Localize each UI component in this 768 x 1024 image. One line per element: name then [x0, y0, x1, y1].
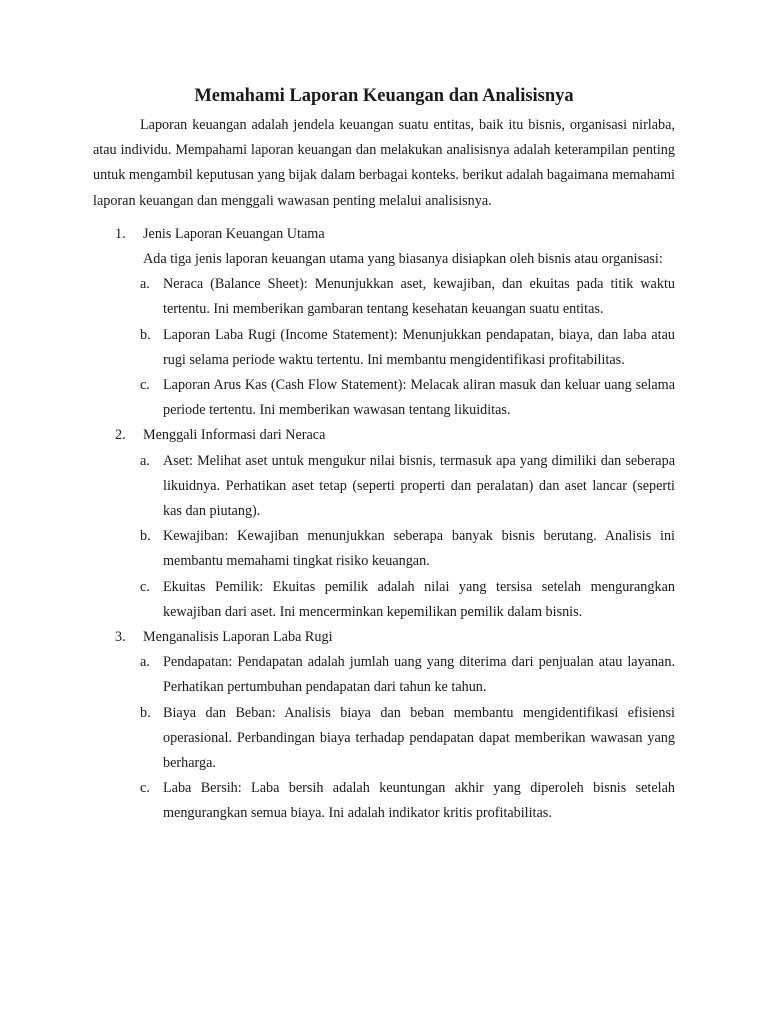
section-description: Ada tiga jenis laporan keuangan utama yang biasanya disiapkan oleh bisnis atau organisasi: [143, 251, 663, 268]
section-3 [93, 625, 675, 827]
section-2 [93, 423, 675, 625]
item-text: Laporan Arus Kas (Cash Flow Statement): Melacak aliran masuk dan keluar uang selama periode tertentu. Ini memberikan wawasan tentang likuiditas. [163, 377, 675, 419]
item-letter: a. [140, 276, 150, 293]
section-1 [93, 222, 675, 424]
section-heading: Jenis Laporan Keuangan Utama [143, 225, 325, 242]
section-heading: Menggali Informasi dari Neraca [143, 427, 326, 444]
item-text: Ekuitas Pemilik: Ekuitas pemilik adalah nilai yang tersisa setelah mengurangkan kewajiban dari aset. Ini mencerminkan kepemilikan pemilik dalam bisnis. [163, 578, 675, 620]
item-text: Neraca (Balance Sheet): Menunjukkan aset, kewajiban, dan ekuitas pada titik waktu tertentu. Ini memberikan gambaran tentang kesehatan keuangan suatu entitas. [163, 276, 675, 318]
item-text: Laporan Laba Rugi (Income Statement): Menunjukkan pendapatan, biaya, dan laba atau rugi selama periode waktu tertentu. Ini membantu mengidentifikasi profitabilitas. [163, 326, 675, 368]
item-letter: c. [140, 780, 150, 797]
list-item [140, 575, 675, 625]
item-letter: a. [140, 654, 150, 671]
item-letter: b. [140, 528, 151, 545]
item-letter: c. [140, 377, 150, 394]
document-page [93, 84, 675, 827]
section-heading: Menganalisis Laporan Laba Rugi [143, 629, 333, 646]
list-item [140, 272, 675, 322]
item-text: Aset: Melihat aset untuk mengukur nilai bisnis, termasuk apa yang dimiliki dan seberapa likuidnya. Perhatikan aset tetap (seperti properti dan peralatan) dan aset lancar (seperti kas dan piutang). [163, 452, 675, 520]
item-text: Kewajiban: Kewajiban menunjukkan seberapa banyak bisnis berutang. Analisis ini membantu memahami tingkat risiko keuangan. [163, 528, 675, 570]
item-text: Laba Bersih: Laba bersih adalah keuntungan akhir yang diperoleh bisnis setelah mengurangkan semua biaya. Ini adalah indikator kritis profitabilitas. [163, 780, 675, 822]
page-title: Memahami Laporan Keuangan dan Analisisnya [194, 86, 574, 106]
intro-paragraph: Laporan keuangan adalah jendela keuangan suatu entitas, baik itu bisnis, organisasi nirlaba, atau individu. Mempahami laporan keuangan dan melakukan analisisnya adalah keterampilan penting untuk mengambil keputusan yang bijak dalam berbagai konteks. berikut adalah bagaimana memahami laporan keuangan dan menggali wawasan penting melalui analisisnya. [93, 117, 675, 209]
section-number: 3. [115, 629, 126, 646]
item-letter: c. [140, 578, 150, 595]
list-item [140, 524, 675, 574]
list-item [140, 650, 675, 700]
item-text: Biaya dan Beban: Analisis biaya dan beban membantu mengidentifikasi efisiensi operasional. Perbandingan biaya terhadap pendapatan dapat memberikan wawasan yang berharga. [163, 704, 675, 772]
list-item [140, 373, 675, 423]
item-text: Pendapatan: Pendapatan adalah jumlah uang yang diterima dari penjualan atau layanan. Perhatikan pertumbuhan pendapatan dari tahun ke tahun. [163, 654, 675, 696]
item-letter: b. [140, 326, 151, 343]
list-item [140, 776, 675, 826]
list-item [140, 701, 675, 777]
item-letter: a. [140, 452, 150, 469]
list-item [140, 449, 675, 525]
item-letter: b. [140, 704, 151, 721]
list-item [140, 323, 675, 373]
section-number: 1. [115, 225, 126, 242]
section-number: 2. [115, 427, 126, 444]
